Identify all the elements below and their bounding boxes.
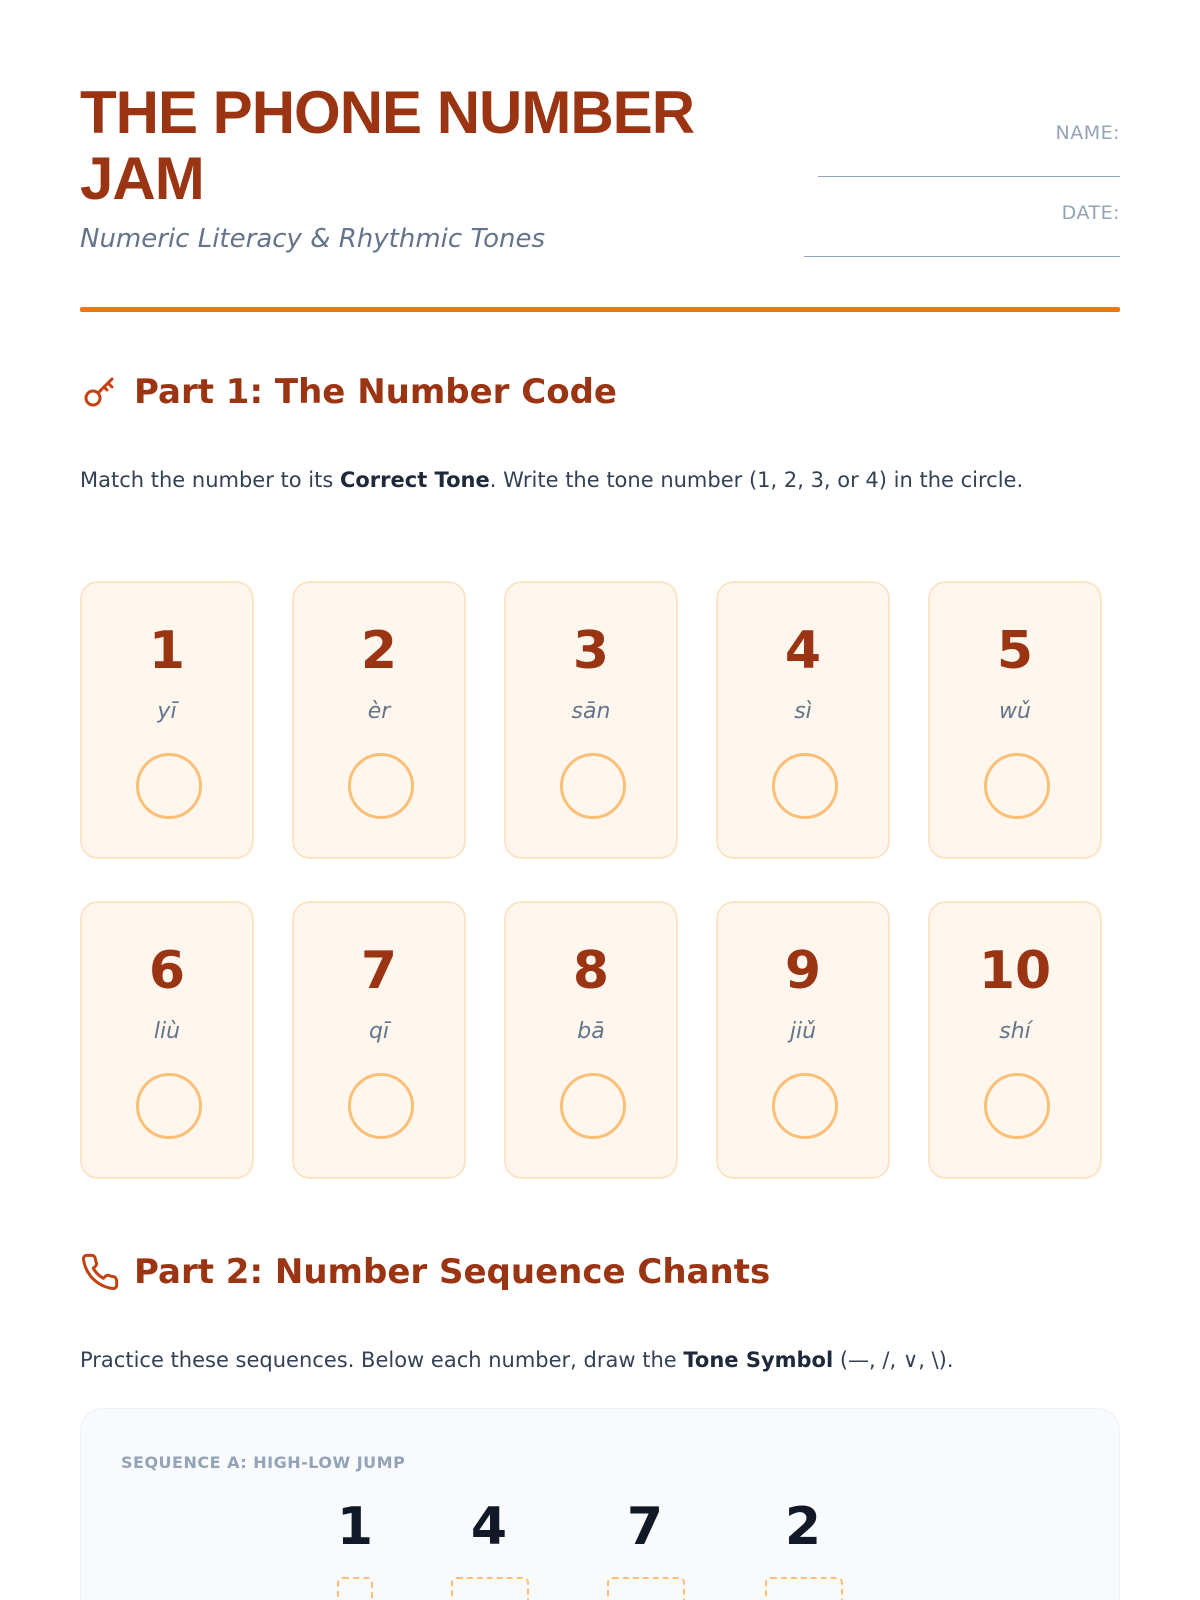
number-card <box>928 901 1102 1179</box>
number-card <box>928 581 1102 859</box>
part1-heading <box>80 372 617 412</box>
card-number: 6 <box>148 941 186 1001</box>
card-number: 1 <box>148 621 186 681</box>
sequence-digit: 4 <box>470 1497 508 1557</box>
tone-answer-circle[interactable] <box>984 753 1050 819</box>
sequence-digit: 1 <box>336 1497 374 1557</box>
number-card <box>80 581 254 859</box>
card-pinyin: qī <box>368 1019 390 1044</box>
sequence-a-label: SEQUENCE A: HIGH-LOW JUMP <box>121 1453 406 1472</box>
card-number: 8 <box>572 941 610 1001</box>
card-pinyin: liù <box>153 1019 181 1044</box>
card-number: 3 <box>572 621 610 681</box>
card-pinyin: wǔ <box>999 699 1031 724</box>
part1-instructions-emphasis: Correct Tone <box>339 468 490 492</box>
tone-answer-circle[interactable] <box>560 753 626 819</box>
tone-answer-circle[interactable] <box>984 1073 1050 1139</box>
name-field[interactable] <box>818 176 1120 177</box>
card-number: 4 <box>784 621 822 681</box>
phone-icon <box>80 1252 120 1292</box>
number-card <box>292 901 466 1179</box>
tone-answer-circle[interactable] <box>772 1073 838 1139</box>
worksheet-page <box>80 0 1120 1600</box>
number-card <box>716 901 890 1179</box>
part1-instructions <box>80 460 1120 500</box>
card-number: 9 <box>784 941 822 1001</box>
sequence-digit: 2 <box>784 1497 822 1557</box>
number-card <box>716 581 890 859</box>
tone-symbol-slot[interactable] <box>765 1577 843 1600</box>
sequence-digit: 7 <box>626 1497 664 1557</box>
number-card <box>504 901 678 1179</box>
card-pinyin: jiǔ <box>789 1019 817 1044</box>
card-pinyin: shí <box>999 1019 1031 1044</box>
tone-answer-circle[interactable] <box>348 753 414 819</box>
part2-heading-text: Part 2: Number Sequence Chants <box>134 1252 771 1292</box>
tone-answer-circle[interactable] <box>136 753 202 819</box>
name-label: NAME: <box>1055 122 1120 144</box>
date-field[interactable] <box>804 256 1120 257</box>
card-number: 7 <box>360 941 398 1001</box>
card-number: 5 <box>996 621 1034 681</box>
tone-symbol-slot[interactable] <box>337 1577 373 1600</box>
part1-instructions-text: Match the number to its <box>80 468 340 492</box>
sequence-a-box <box>80 1408 1120 1600</box>
worksheet-title: THE PHONE NUMBER JAM <box>80 79 695 212</box>
number-card <box>504 581 678 859</box>
date-label: DATE: <box>1061 202 1120 224</box>
tone-symbol-slot[interactable] <box>451 1577 529 1600</box>
part2-instructions-text: Practice these sequences. Below each number, draw the <box>80 1348 684 1372</box>
card-number: 2 <box>360 621 398 681</box>
part1-instructions-text-end: . Write the tone number (1, 2, 3, or 4) in the circle. <box>489 468 1024 492</box>
key-icon <box>80 372 120 412</box>
tone-answer-circle[interactable] <box>560 1073 626 1139</box>
card-pinyin: sān <box>571 699 611 724</box>
card-pinyin: yī <box>157 699 177 724</box>
part1-heading-text: Part 1: The Number Code <box>134 372 617 412</box>
header-divider <box>80 307 1120 312</box>
tone-symbol-slot[interactable] <box>607 1577 685 1600</box>
tone-answer-circle[interactable] <box>772 753 838 819</box>
number-card <box>292 581 466 859</box>
tone-answer-circle[interactable] <box>348 1073 414 1139</box>
tone-answer-circle[interactable] <box>136 1073 202 1139</box>
part2-instructions-text-end: (—, /, ∨, \). <box>833 1348 954 1372</box>
card-pinyin: èr <box>367 699 391 724</box>
card-number: 10 <box>978 941 1052 1001</box>
card-pinyin: bā <box>577 1019 605 1044</box>
card-pinyin: sì <box>794 699 812 724</box>
part2-instructions <box>80 1340 1120 1380</box>
worksheet-subtitle: Numeric Literacy & Rhythmic Tones <box>80 224 546 254</box>
number-card <box>80 901 254 1179</box>
part2-heading <box>80 1252 770 1292</box>
part2-instructions-emphasis: Tone Symbol <box>683 1348 834 1372</box>
